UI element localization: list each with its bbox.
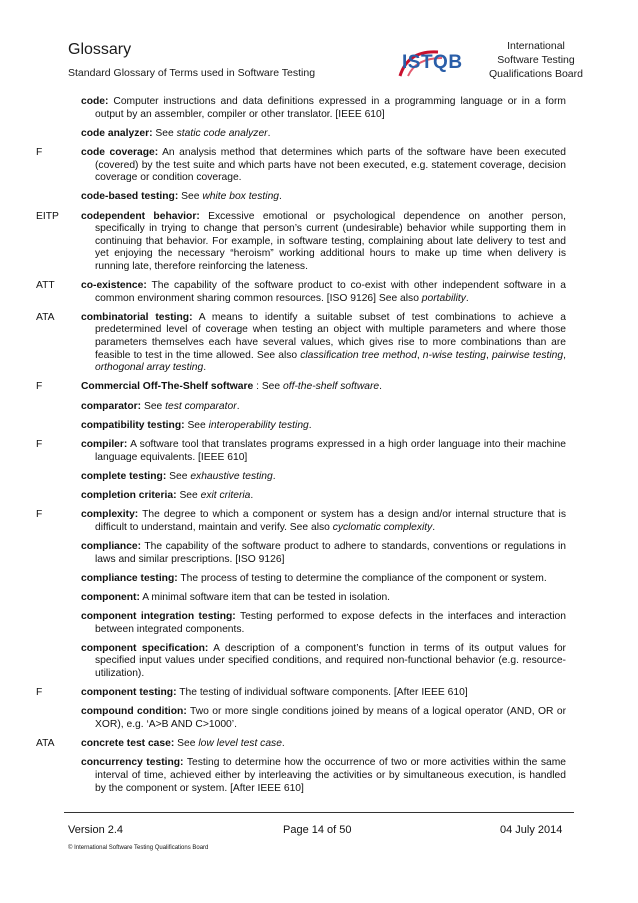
entry-body — [81, 312, 566, 375]
cross-reference: low level test case — [198, 738, 282, 750]
definition-text: Testing to determine how the occurrence of two or more activities within the same interval of time, achieved either by interleaving the activities or by simultaneous execution, is handled by the component or system. [After IEEE 610] — [95, 757, 567, 794]
definition-text: A description of a component’s function in terms of its output values for specified input values under specified conditions, and required non-functional behavior (e.g. resource-utilization). — [95, 642, 566, 680]
entry-term: completion criteria: — [81, 489, 177, 501]
definition-text: See — [143, 400, 166, 412]
definition-text: . — [465, 292, 469, 304]
entry-term: compound condition: — [81, 706, 187, 718]
entry-body — [81, 541, 566, 566]
glossary-entry — [36, 381, 566, 394]
cross-reference: interoperability testing — [208, 419, 309, 431]
definition-text: Two or more single conditions joined by means of a logical operator (AND, OR or XOR), e.g. ‘A>B AND C>1000’. — [95, 706, 566, 731]
glossary-entry — [36, 541, 566, 566]
definition-text: The testing of individual software components. [After IEEE 610] — [179, 687, 468, 699]
glossary-entry — [36, 312, 566, 375]
definition-text: , — [416, 349, 423, 361]
entry-term: concurrency testing: — [81, 757, 184, 769]
syllabus-tag: F — [36, 381, 43, 393]
definition-text: See — [179, 489, 201, 501]
entry-body — [81, 211, 566, 274]
entry-term: combinatorial testing: — [81, 311, 193, 323]
entry-body — [81, 280, 566, 305]
entry-body — [81, 611, 566, 636]
cross-reference: exhaustive testing — [190, 470, 273, 482]
glossary-entry — [36, 592, 566, 605]
org-name — [486, 39, 586, 81]
definition-text: . — [203, 362, 207, 374]
org-line: International — [507, 40, 565, 52]
cross-reference: white box testing — [202, 191, 280, 203]
glossary-entry — [36, 738, 566, 751]
cross-reference: cyclomatic complexity — [332, 521, 433, 533]
cross-reference: orthogonal array testing — [95, 362, 204, 374]
entry-term: compiler: — [81, 439, 128, 450]
entry-body — [81, 147, 566, 185]
cross-reference: static code analyzer — [176, 127, 268, 139]
glossary-entry — [36, 509, 566, 534]
entry-term: complexity: — [81, 509, 139, 521]
definition-text: . — [272, 470, 276, 482]
syllabus-tag: ATT — [36, 280, 55, 292]
glossary-entry — [36, 611, 566, 636]
entry-body — [81, 573, 566, 586]
entry-term: component testing: — [81, 687, 177, 699]
syllabus-tag: ATA — [36, 738, 55, 750]
entry-term: complete testing: — [81, 470, 167, 482]
definition-text: : See — [256, 381, 283, 393]
syllabus-tag: F — [36, 146, 43, 158]
glossary-content — [36, 96, 566, 802]
entry-term: component specification: — [81, 642, 209, 654]
header-title: Glossary — [68, 41, 132, 58]
cross-reference: portability — [421, 292, 466, 304]
glossary-entry — [36, 211, 566, 274]
glossary-entry — [36, 643, 566, 681]
definition-text: See — [181, 191, 203, 203]
entry-body — [81, 191, 566, 204]
entry-body — [81, 738, 566, 751]
entry-body — [81, 490, 566, 503]
definition-text: The capability of the software product to adhere to standards, conventions or regulations in laws and similar prescriptions. [ISO 9126] — [95, 540, 566, 565]
entry-term: compliance testing: — [81, 572, 178, 584]
glossary-entry — [36, 96, 566, 121]
entry-term: codependent behavior: — [81, 210, 200, 222]
definition-text: A minimal software item that can be tested in isolation. — [142, 591, 391, 603]
syllabus-tag: EITP — [36, 210, 59, 222]
page-header — [0, 0, 638, 90]
entry-term: compatibility testing: — [81, 419, 185, 431]
definition-text: The degree to which a component or system has a design and/or internal structure that is difficult to understand, maintain and verify. See also — [95, 509, 566, 533]
entry-body — [81, 643, 566, 681]
footer-copyright: © International Software Testing Qualifications Board — [68, 845, 209, 851]
entry-term: Commercial Off-The-Shelf software — [81, 381, 254, 393]
entry-body — [81, 128, 566, 141]
entry-term: component integration testing: — [81, 611, 236, 623]
definition-text: . — [267, 127, 271, 139]
definition-text: The process of testing to determine the compliance of the component or system. — [180, 572, 547, 584]
cross-reference: test comparator — [165, 400, 237, 412]
entry-term: code coverage: — [81, 146, 159, 158]
entry-body — [81, 471, 566, 484]
entry-body — [81, 401, 566, 414]
footer-page-number: Page 14 of 50 — [283, 824, 352, 836]
footer-version: Version 2.4 — [68, 824, 124, 836]
entry-body — [81, 96, 566, 121]
definition-text: The capability of the software product to co-exist with other independent software in a common environment sharing common resources. [ISO 9126] See also — [95, 280, 566, 304]
entry-term: code analyzer: — [81, 127, 153, 139]
definition-text: See — [169, 470, 191, 482]
syllabus-tag: F — [36, 509, 43, 521]
glossary-entry — [36, 280, 566, 305]
entry-term: component: — [81, 591, 140, 603]
entry-term: co-existence: — [81, 280, 147, 292]
cross-reference: classification tree method — [300, 349, 417, 361]
syllabus-tag: F — [36, 687, 43, 699]
entry-body — [81, 706, 566, 731]
definition-text: See — [187, 419, 209, 431]
entry-body — [81, 757, 566, 795]
definition-text: A means to identify a suitable subset of test combinations to achieve a predetermined level of coverage when testing an object with multiple parameters and where those parameters themselves each have several values, which gives rise to more combinations than are feasible to test in the time allowed. See also — [95, 311, 566, 361]
entry-body — [81, 687, 566, 700]
glossary-entry — [36, 439, 566, 464]
glossary-entry — [36, 573, 566, 586]
entry-body — [81, 509, 566, 534]
glossary-entry — [36, 757, 566, 795]
glossary-entry — [36, 128, 566, 141]
entry-term: code-based testing: — [81, 191, 179, 203]
cross-reference: off-the-shelf software — [283, 381, 380, 393]
entry-body — [81, 420, 566, 433]
definition-text: A software tool that translates programs expressed in a high order language into their machine language equivalents. [IEEE 610] — [95, 439, 567, 463]
definition-text: See — [177, 738, 199, 750]
glossary-entry — [36, 687, 566, 700]
entry-term: compliance: — [81, 540, 142, 552]
glossary-entry — [36, 191, 566, 204]
entry-body — [81, 439, 566, 464]
header-subtitle: Standard Glossary of Terms used in Software Testing — [68, 67, 316, 79]
cross-reference: pairwise testing — [491, 349, 564, 361]
entry-body — [81, 592, 566, 605]
definition-text: Computer instructions and data definitions expressed in a programming language or in a form output by an assembler, compiler or other translator. [IEEE 610] — [95, 96, 566, 120]
definition-text: . — [281, 738, 285, 750]
footer-date: 04 July 2014 — [500, 824, 563, 836]
glossary-entry — [36, 420, 566, 433]
definition-text: . — [308, 419, 312, 431]
definition-text: . — [432, 521, 436, 533]
definition-text: . — [379, 381, 383, 393]
definition-text: . — [250, 489, 254, 501]
syllabus-tag: F — [36, 439, 43, 450]
definition-text: Testing performed to expose defects in the interfaces and interaction between integrated components. — [95, 611, 566, 635]
definition-text: , — [485, 349, 492, 361]
definition-text: . — [279, 191, 282, 203]
logo-text: ISTQB — [402, 52, 463, 73]
footer-divider — [64, 812, 574, 813]
entry-term: code: — [81, 96, 109, 107]
cross-reference: n-wise testing — [422, 349, 486, 361]
glossary-entry — [36, 147, 566, 185]
definition-text: An analysis method that determines which parts of the software have been executed (covered) by the test suite and which parts have not been executed, e.g. statement coverage, decision coverage or condition coverage. — [95, 146, 567, 184]
entry-body — [81, 381, 566, 394]
definition-text: . — [236, 400, 240, 412]
glossary-entry — [36, 706, 566, 731]
glossary-entry — [36, 401, 566, 414]
definition-text: See — [155, 127, 177, 139]
glossary-entry — [36, 471, 566, 484]
cross-reference: exit criteria — [200, 489, 251, 501]
entry-term: comparator: — [81, 400, 142, 412]
entry-term: concrete test case: — [81, 738, 175, 750]
syllabus-tag: ATA — [36, 311, 55, 323]
org-line: Software Testing — [497, 54, 575, 66]
glossary-entry — [36, 490, 566, 503]
definition-text: , — [563, 349, 567, 361]
org-line: Qualifications Board — [489, 68, 583, 80]
definition-text: Excessive emotional or psychological dependence on another person, specifically in trying to change that person’s current (undesirable) behavior while supporting them in continuing that behavior. For example, in software testing, complaining about late delivery to test and yet enjoying the necessary “heroism” working additional hours to make up time when delivery is running late, therefore reinforcing the lateness. — [95, 210, 566, 272]
